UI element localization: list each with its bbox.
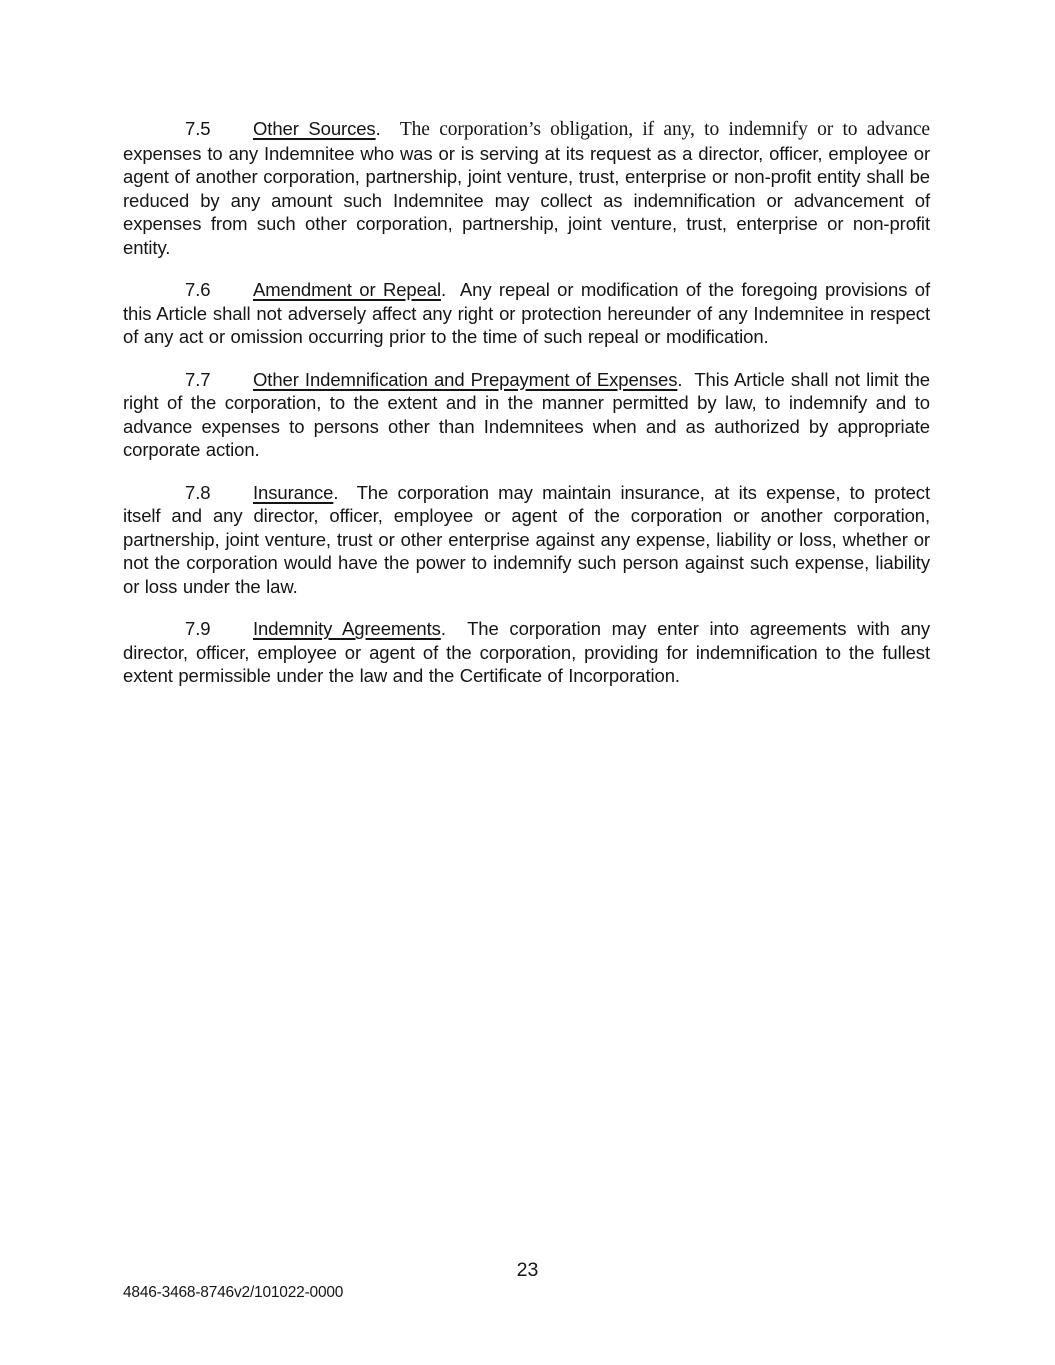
section-number: 7.6: [185, 279, 211, 300]
section-body: The corporation may enter into agreements with any director, officer, employee or agent of the corporation, providing for indemnification to the fullest extent permissible under the law and the Certificate of Incorporation.: [123, 618, 930, 686]
section-7-6: [123, 278, 930, 349]
section-heading: Indemnity Agreements: [253, 618, 441, 639]
section-7-7: [123, 368, 930, 462]
section-number: 7.9: [185, 618, 211, 639]
document-body: [123, 117, 930, 707]
section-number: 7.5: [185, 118, 211, 139]
heading-separator: .: [677, 368, 695, 390]
section-body: The corporation may maintain insurance, at its expense, to protect itself and any director, officer, employee or agent of the corporation or another corporation, partnership, joint venture, trust or other enterprise against any expense, liability or loss, whether or not the corporation would have the power to indemnify such person against such expense, liability or loss under the law.: [123, 481, 930, 597]
heading-separator: .: [441, 279, 460, 300]
section-heading: Amendment or Repeal: [253, 279, 441, 300]
section-7-9: [123, 617, 930, 688]
section-heading: Insurance: [253, 481, 334, 503]
section-number: 7.8: [185, 481, 211, 503]
section-7-5: [123, 117, 930, 259]
section-body: Any repeal or modification of the foregoing provisions of this Article shall not adversely affect any right or protection hereunder of any Indemnitee in respect of any act or omission occurring prior to the time of such repeal or modification.: [123, 279, 930, 347]
page-number: 23: [516, 1259, 539, 1281]
doc-id: 4846-3468-8746v2/101022-0000: [123, 1284, 344, 1301]
section-7-8: [123, 481, 930, 599]
section-body-lead: The corporation’s obligation, if any, to indemnify or to advance: [399, 119, 930, 140]
section-heading: Other Sources: [253, 118, 376, 139]
section-body: expenses to any Indemnitee who was or is serving at its request as a director, officer, employee or agent of another corporation, partnership, joint venture, trust, enterprise or non-profit entity shall be reduced by any amount such Indemnitee may collect as indemnification or advancement of expenses from such other corporation, partnership, joint venture, trust, enterprise or non-profit entity.: [123, 142, 930, 258]
heading-separator: .: [440, 618, 468, 639]
section-body: This Article shall not limit the right of the corporation, to the extent and in the manner permitted by law, to indemnify and to advance expenses to persons other than Indemnitees when and as authorized by appropriate corporate action.: [123, 368, 930, 460]
heading-separator: .: [375, 118, 400, 139]
section-number: 7.7: [185, 368, 211, 390]
section-heading: Other Indemnification and Prepayment of Expenses: [253, 368, 678, 390]
heading-separator: .: [333, 481, 357, 503]
